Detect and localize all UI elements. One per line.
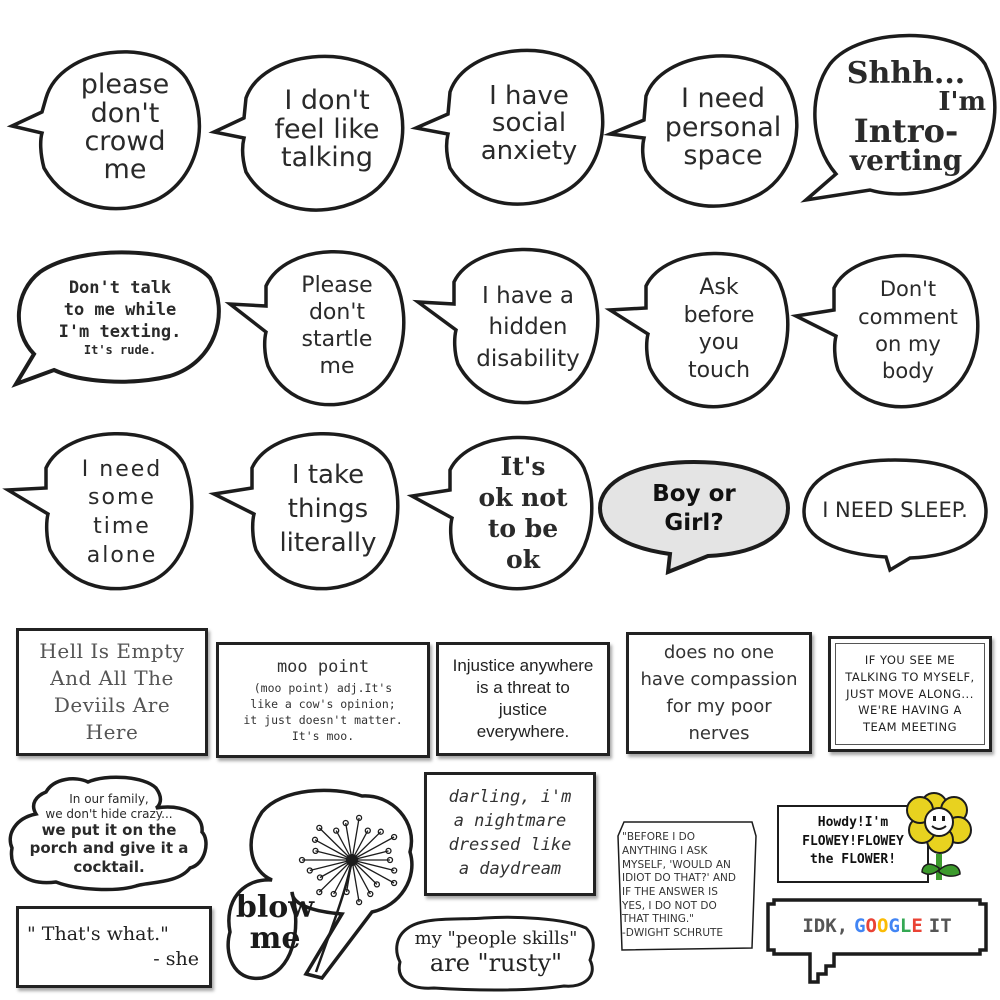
pin-i-have-social-anxiety <box>410 30 610 210</box>
inner-border <box>835 643 985 745</box>
pin-injustice-anywhere: Injustice anywhere is a threat to justice everywhere. <box>436 642 610 756</box>
pin-thats-what-she: " That's what." - she <box>16 906 212 988</box>
pin-dont-comment-on-my-body <box>792 240 984 414</box>
pin-text: Howdy!I'm FLOWEY!FLOWEY the FLOWER! <box>802 814 904 868</box>
pin-text: It's ok not to be ok <box>478 451 568 575</box>
pin-text: Don't comment on my body <box>858 277 958 384</box>
pin-moo-point: moo point (moo point) adj.It's like a cow's opinion; it just doesn't matter. It's moo. <box>216 642 430 758</box>
google-word: G O O G L E <box>854 915 923 938</box>
pin-text: I have a hidden disability <box>476 283 580 372</box>
pin-text: "BEFORE I DO ANYTHING I ASK MYSELF, 'WOULD AN IDIOT DO THAT?' AND IF THE ANSWER IS YES, I DO NOT DO THAT THING." -DWIGHT SCHRUTE <box>622 831 736 939</box>
pin-hell-is-empty: Hell Is Empty And All The Deviils Are Here <box>16 628 208 756</box>
pin-i-have-a-hidden-disability <box>414 234 604 410</box>
pin-text: I don't feel like talking <box>274 85 380 174</box>
pin-boy-or-girl <box>596 456 792 576</box>
pin-i-need-sleep <box>800 456 990 574</box>
pin-text: I need personal space <box>664 83 782 172</box>
pin-text: I take things literally <box>279 460 377 558</box>
pin-ask-before-you-touch <box>606 238 792 414</box>
pin-text: I NEED SLEEP. <box>822 497 968 522</box>
pin-darling-im-a-nightmare: darling, i'm a nightmare dressed like a daydream <box>424 772 596 896</box>
pin-dont-talk-to-me-while-texting <box>10 242 224 392</box>
pin-please-dont-startle-me <box>226 236 408 412</box>
pin-its-ok-not-to-be-ok <box>408 424 598 596</box>
pin-idk-google-it <box>764 896 990 992</box>
pin-text: I need some time alone <box>81 456 163 568</box>
pin-blow-me <box>222 782 422 992</box>
pin-i-need-personal-space <box>606 36 802 212</box>
pin-shhh-im-introverting <box>800 24 996 204</box>
pin-text: my "people skills" are "rusty" <box>414 927 578 978</box>
pin-text: Shhh... I'm Intro- verting <box>846 56 986 177</box>
pin-howdy-im-flowey <box>776 780 976 888</box>
pin-text: In our family, we don't hide crazy... we put it on the porch and give it a cocktail. <box>29 791 189 876</box>
pin-i-take-things-literally <box>210 418 406 596</box>
pin-dwight-schrute-quote <box>614 816 762 956</box>
pin-please-dont-crowd-me <box>6 28 206 214</box>
pin-text: Boy or Girl? <box>652 481 736 536</box>
pin-text: IDK, G O O G L E IT <box>802 915 952 938</box>
pin-text: Don't talk to me while I'm texting. It's rude. <box>58 278 182 358</box>
pin-i-dont-feel-like-talking <box>208 34 408 214</box>
pin-text: I have social anxiety <box>480 81 578 166</box>
pin-my-people-skills-are-rusty <box>394 914 598 992</box>
pin-if-you-see-me-talking: IF YOU SEE ME TALKING TO MYSELF, JUST MOVE ALONG... WE'RE HAVING A TEAM MEETING <box>828 636 992 752</box>
pin-in-our-family <box>6 774 212 894</box>
pin-i-need-some-time-alone <box>4 418 200 596</box>
pin-text: Ask before you touch <box>683 275 755 383</box>
pin-does-no-one-have-compassion: does no one have compassion for my poor nerves <box>626 632 812 754</box>
pin-text: blow me <box>235 889 315 956</box>
pin-text: Please don't startle me <box>301 273 373 379</box>
pin-text: please don't crowd me <box>80 69 170 186</box>
